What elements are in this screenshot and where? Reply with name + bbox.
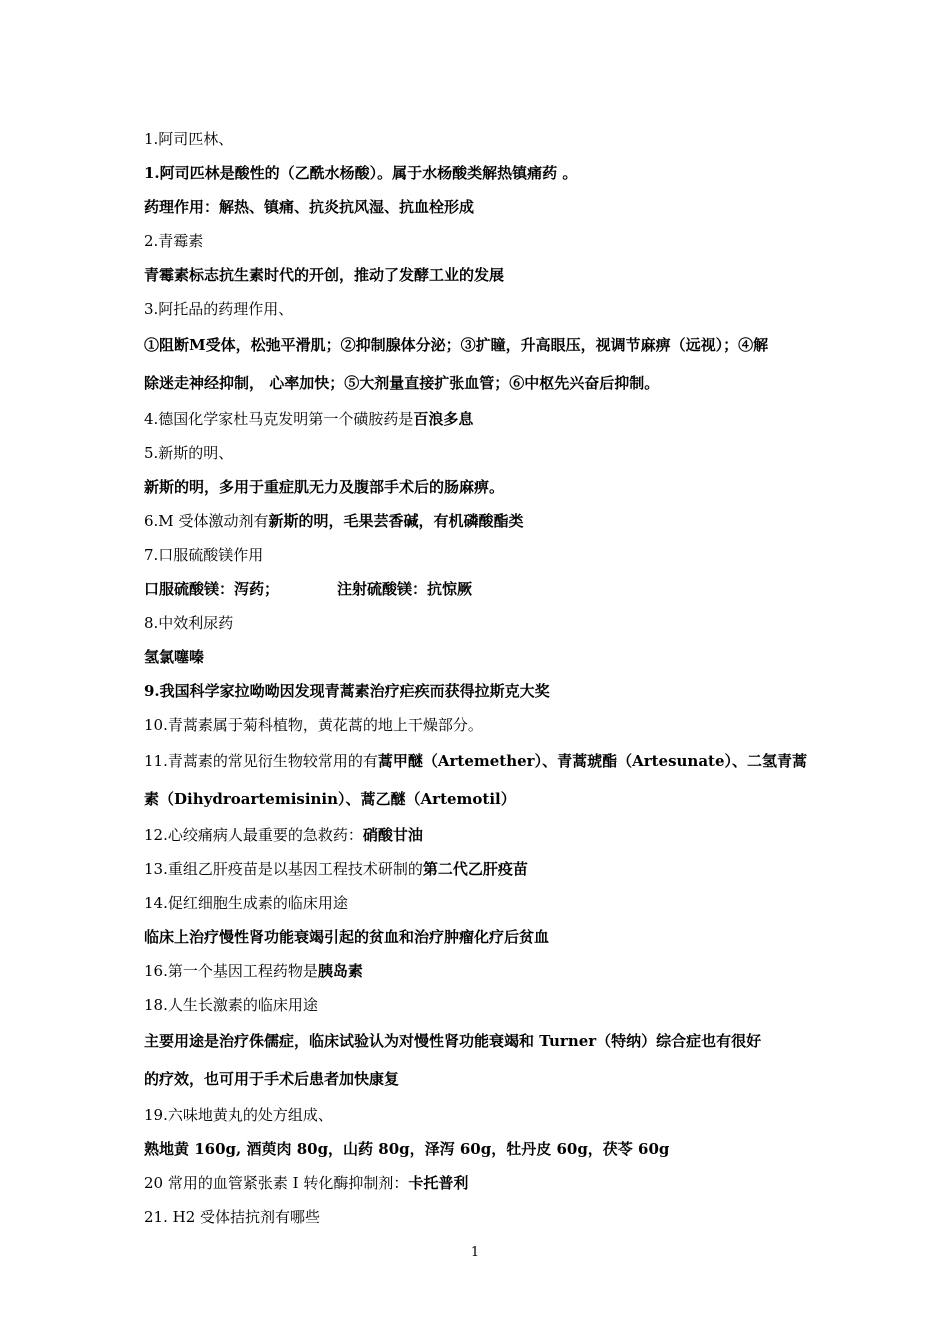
text-line	[144, 1098, 814, 1132]
text-line	[144, 1132, 814, 1166]
text-line	[144, 708, 814, 742]
text-line	[144, 224, 814, 258]
text-line	[144, 852, 814, 886]
document-body	[144, 122, 814, 1234]
text-line	[144, 1200, 814, 1234]
text-line	[144, 402, 814, 436]
text-line	[144, 606, 814, 640]
question-text: 19.六味地黄丸的处方组成、	[144, 1106, 333, 1124]
answer-text: 9.我国科学家拉呦呦因发现青蒿素治疗疟疾而获得拉斯克大奖	[144, 682, 550, 700]
question-text: 2.青霉素	[144, 232, 204, 250]
text-line	[144, 156, 814, 190]
question-text: 18.人生长激素的临床用途	[144, 996, 318, 1014]
question-text: 12.心绞痛病人最重要的急救药：	[144, 826, 363, 844]
text-line	[144, 920, 814, 954]
answer-text: 胰岛素	[317, 962, 363, 980]
question-text: 14.促红细胞生成素的临床用途	[144, 894, 348, 912]
text-line	[144, 954, 814, 988]
answer-text: 主要用途是治疗侏儒症，临床试验认为对慢性肾功能衰竭和 Turner（特纳）综合症也有很好	[144, 1032, 762, 1050]
text-line	[144, 1060, 814, 1098]
question-text: 13.重组乙肝疫苗是以基因工程技术研制的	[144, 860, 423, 878]
text-line	[144, 326, 814, 364]
text-line	[144, 988, 814, 1022]
page-number: 1	[470, 1245, 480, 1260]
question-text: 8.中效利尿药	[144, 614, 234, 632]
text-line	[144, 190, 814, 224]
answer-text: 口服硫酸镁：泻药；	[144, 580, 280, 598]
text-line	[144, 436, 814, 470]
answer-text: 1.阿司匹林是酸性的（乙酰水杨酸）。属于水杨酸类解热镇痛药 。	[144, 164, 578, 182]
question-text: 7.口服硫酸镁作用	[144, 546, 264, 564]
text-line	[144, 1022, 814, 1060]
question-text: 20 常用的血管紧张素 I 转化酶抑制剂：	[144, 1174, 409, 1192]
text-line	[144, 470, 814, 504]
text-line	[144, 538, 814, 572]
question-text: 10.青蒿素属于菊科植物，黄花蒿的地上干燥部分。	[144, 716, 483, 734]
question-text: 5.新斯的明、	[144, 444, 234, 462]
question-text: 1.阿司匹林、	[144, 130, 234, 148]
text-line	[144, 572, 814, 606]
text-line	[144, 818, 814, 852]
text-line	[144, 1166, 814, 1200]
text-line	[144, 742, 814, 780]
answer-text: 硝酸甘油	[362, 826, 423, 844]
text-line	[144, 886, 814, 920]
answer-text: 药理作用：解热、镇痛、抗炎抗风湿、抗血栓形成	[144, 198, 475, 216]
question-text: 11.青蒿素的常见衍生物较常用的有	[144, 752, 378, 770]
answer-text: 临床上治疗慢性肾功能衰竭引起的贫血和治疗肿瘤化疗后贫血	[144, 928, 550, 946]
text-line	[144, 122, 814, 156]
answer-text: 的疗效，也可用于手术后患者加快康复	[144, 1070, 400, 1088]
text-line	[144, 674, 814, 708]
answer-text: 素（Dihydroartemisinin）、蒿乙醚（Artemotil）	[144, 790, 516, 808]
answer-text: 新斯的明，多用于重症肌无力及腹部手术后的肠麻痹。	[144, 478, 505, 496]
text-line	[144, 780, 814, 818]
text-line	[144, 292, 814, 326]
answer-text: 蒿甲醚（Artemether）、青蒿琥酯（Artesunate）、二氢青蒿	[377, 752, 808, 770]
answer-text: 新斯的明，毛果芸香碱，有机磷酸酯类	[268, 512, 524, 530]
question-text: 21. H2 受体拮抗剂有哪些	[144, 1208, 321, 1226]
question-text: 16.第一个基因工程药物是	[144, 962, 318, 980]
question-text: 6.M 受体激动剂有	[144, 512, 269, 530]
text-line	[144, 640, 814, 674]
answer-text: 百浪多息	[413, 410, 474, 428]
answer-text: 氢氯噻嗪	[144, 648, 205, 666]
answer-text: 除迷走神经抑制， 心率加快；⑤大剂量直接扩张血管；⑥中枢先兴奋后抑制。	[144, 374, 660, 392]
text-line	[144, 258, 814, 292]
answer-text: 熟地黄 160g, 酒萸肉 80g，山药 80g，泽泻 60g，牡丹皮 60g，茯苓 60g	[144, 1140, 670, 1158]
answer-text: 第二代乙肝疫苗	[422, 860, 528, 878]
answer-text: 注射硫酸镁：抗惊厥	[337, 580, 473, 598]
text-line	[144, 364, 814, 402]
question-text: 3.阿托品的药理作用、	[144, 300, 294, 318]
answer-text: ①阻断M受体，松弛平滑肌；②抑制腺体分泌；③扩瞳，升高眼压，视调节麻痹（远视）；④解	[144, 336, 769, 354]
question-text: 4.德国化学家杜马克发明第一个磺胺药是	[144, 410, 414, 428]
answer-text: 青霉素标志抗生素时代的开创，推动了发酵工业的发展	[144, 266, 505, 284]
text-line	[144, 504, 814, 538]
answer-text: 卡托普利	[408, 1174, 469, 1192]
